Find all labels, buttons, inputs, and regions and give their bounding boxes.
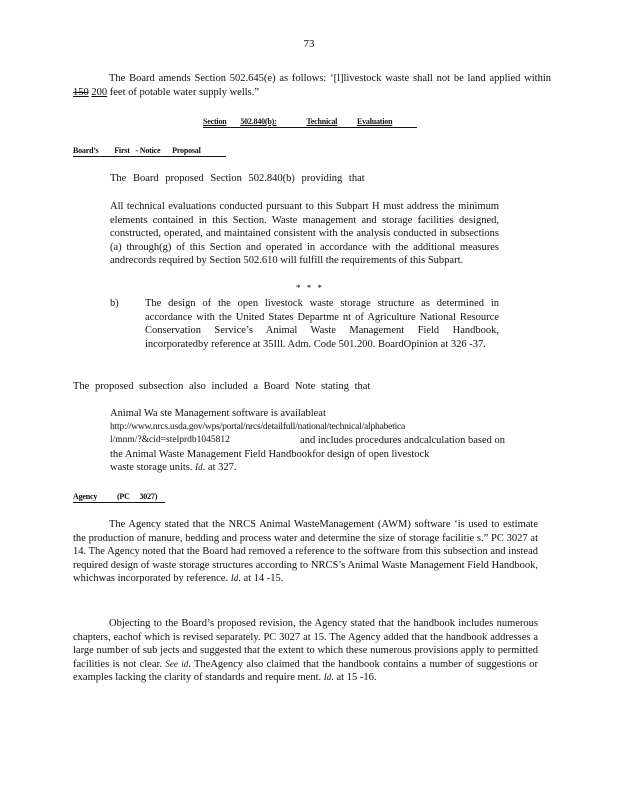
- item-b-text: The design of the open livestock waste storage structure as determined in accordance with the United States Departme nt of Agriculture National Resource Conservation Service’s Animal Waste Management Field Handbook, incorporatedby reference at 35Ill. Adm. Code 501.200. BoardOpinion at 326 -37.: [145, 298, 499, 350]
- agency-paragraph-1-citation: Id: [230, 573, 239, 583]
- see-signal: See: [165, 658, 178, 669]
- intro-text-prefix: The Board amends Section 502.645(e) as follows: ‘[l]livestock waste shall not be land applied within: [109, 73, 551, 84]
- section-heading: [203, 117, 392, 127]
- note-line-5: [110, 461, 505, 475]
- agency-paragraph-2-text: Objecting to the Board’s proposed revision, the Agency stated that the handbook includes numerous chapters, eachof which is revised separately. PC 3027 at 15. The Agency added that the handbook addresses a large number of sub jects and suggested that the extent to which these numerous provisions apply to permitted facilities is not clear.: [73, 618, 538, 670]
- board-heading-part: Proposal: [172, 146, 201, 155]
- note-line-3-text: and includes procedures andcalculation based on: [300, 435, 505, 446]
- agency-paragraph-2-text-2: . TheAgency also claimed that the handbook contains a number of suggestions or examples lacking the clarity of standards and require ment.: [73, 658, 539, 683]
- agency-paragraph-1-text: The Agency stated that the NRCS Animal WasteManagement (AWM) software ‘is used to estimate the production of manure, bedding and process water and determine the size of storage facilitie s.” PC 3027 at 14. The Agency noted that the Board had removed a reference to the software from this subsection and instead required design of waste storage structures according to NRCS’s Animal Waste Management Field Handbook, whichwas incorporated by reference.: [73, 519, 538, 584]
- struck-number: 150: [73, 86, 89, 98]
- note-line-5-text: waste storage units.: [110, 462, 193, 473]
- quote-block-subpart-h: All technical evaluations conducted pursuant to this Subpart H must address the minimum elements contained in this Section. Waste management and storage facilities designed, constructed, operated, and maintained consistent with the analysis conducted in subsections (a) through(g) of this Section and operated in accordance with the additional measures andrecords required by Section 502.610 will fulfill the requirements of this Subpart.: [110, 201, 499, 266]
- note-line-5-tail: . at 327.: [202, 462, 237, 473]
- agency-paragraph-1: [73, 518, 538, 586]
- board-heading-part: Board’s: [73, 146, 99, 155]
- board-proposal-heading: [73, 146, 201, 156]
- inserted-number: 200: [91, 86, 108, 98]
- note-line-4: the Animal Waste Management Field Handbookfor design of open livestock: [110, 448, 430, 460]
- page-number: 73: [303, 38, 315, 50]
- agency-paragraph-2-citation-2: Id: [323, 672, 332, 682]
- section-heading-part: Section: [203, 117, 227, 126]
- agency-heading-part: Agency: [73, 492, 98, 501]
- agency-heading-part: 3027): [139, 492, 158, 501]
- section-heading-rule: [203, 127, 417, 128]
- agency-paragraph-2-citation: id: [181, 658, 189, 669]
- note-url-tail: l/mnm/?&cid=stelprdb1045812: [110, 435, 230, 445]
- board-heading-part: First: [114, 146, 130, 155]
- note-url-line: http://www.nrcs.usda.gov/wps/portal/nrcs/detailfull/national/technical/alphabetica: [110, 421, 406, 432]
- board-proposed-line: The Board proposed Section 502.840(b) providing that: [110, 173, 365, 184]
- intro-text-suffix: feet of potable water supply wells.”: [107, 86, 260, 98]
- agency-heading-part: (PC: [116, 492, 130, 501]
- note-citation: Id: [195, 462, 203, 472]
- section-heading-part: Technical: [306, 117, 338, 126]
- intro-paragraph: [73, 72, 551, 99]
- agency-paragraph-2-tail: . at 15 -16.: [331, 672, 377, 683]
- agency-paragraph-2: [73, 617, 538, 685]
- board-heading-part: - Notice: [135, 146, 161, 155]
- agency-heading-rule: [73, 502, 165, 503]
- note-line-1: Animal Wa ste Management software is availableat: [110, 408, 326, 419]
- board-note-block: [110, 407, 505, 475]
- section-heading-part: Evaluation: [357, 117, 393, 126]
- item-b-label: b): [110, 298, 119, 309]
- note-line-3: [110, 434, 505, 448]
- agency-paragraph-1-tail: . at 14 -15.: [238, 573, 284, 584]
- omission-stars: * * *: [296, 283, 324, 293]
- agency-heading: [73, 492, 157, 502]
- board-heading-rule: [73, 156, 226, 157]
- section-heading-part: 502.840(b):: [240, 117, 277, 126]
- note-intro-line: The proposed subsection also included a Board Note stating that: [73, 381, 371, 392]
